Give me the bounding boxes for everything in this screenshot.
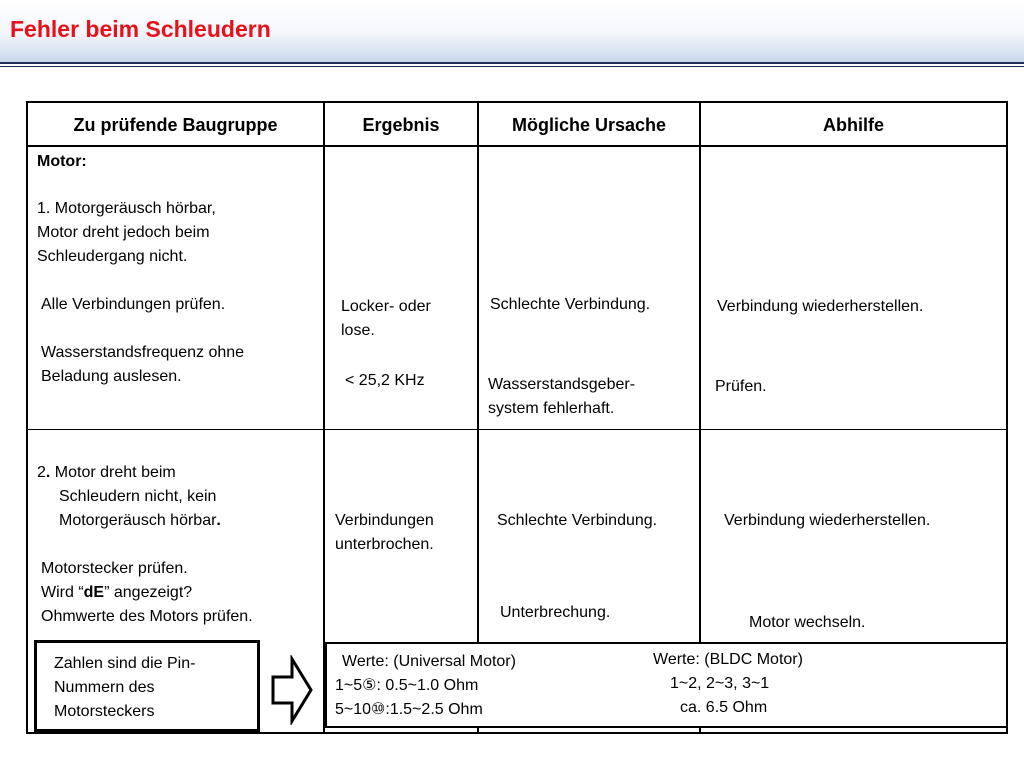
arrow-right-icon	[270, 655, 314, 725]
row1-check-water-level: Wasserstandsfrequenz ohne	[41, 344, 245, 361]
error-code: dE	[83, 584, 105, 601]
column-header-ergebnis: Ergebnis	[362, 115, 440, 135]
header-rule	[0, 62, 1024, 64]
row1-cause-sensor: system fehlerhaft.	[488, 400, 615, 417]
row2-fix-reconnect: Verbindung wiederherstellen.	[724, 512, 931, 529]
table-border-bottom	[26, 732, 1008, 734]
row1-result-loose: lose.	[341, 322, 375, 339]
row2-result-interrupted: unterbrochen.	[335, 536, 434, 553]
row-divider	[26, 429, 1008, 430]
row2-symptom-dot: .	[45, 464, 51, 481]
column-header-baugruppe: Zu prüfende Baugruppe	[73, 115, 278, 135]
row2-fix-replace-motor: Motor wechseln.	[749, 614, 866, 631]
bldc-motor-title: Werte: (BLDC Motor)	[653, 651, 803, 668]
column-divider	[323, 101, 325, 734]
universal-motor-value: 1~5⑤: 0.5~1.0 Ohm	[335, 677, 479, 694]
table-border-top	[26, 101, 1008, 103]
row1-fix-reconnect: Verbindung wiederherstellen.	[717, 298, 924, 315]
row1-symptom-line: 1. Motorgeräusch hörbar,	[37, 200, 216, 217]
row2-cause-connection: Schlechte Verbindung.	[497, 512, 658, 529]
row2-symptom-line	[59, 509, 221, 533]
row2-check-plug: Motorstecker prüfen.	[41, 560, 188, 577]
column-header-abhilfe: Abhilfe	[823, 115, 884, 135]
pin-note-line: Zahlen sind die Pin-	[54, 655, 196, 672]
row2-check-text: ” angezeigt?	[104, 584, 193, 601]
pin-note-line: Nummern des	[54, 679, 155, 696]
row1-result-frequency: < 25,2 KHz	[345, 372, 425, 389]
column-divider	[477, 101, 479, 734]
row1-result-loose: Locker- oder	[341, 298, 431, 315]
universal-motor-title: Werte: (Universal Motor)	[342, 653, 516, 670]
row1-fix-check: Prüfen.	[715, 378, 767, 395]
row2-symptom-line: Schleudern nicht, kein	[59, 488, 217, 505]
table-border-left	[26, 101, 28, 734]
pin-note-line: Motorsteckers	[54, 703, 155, 720]
row1-check-water-level: Beladung auslesen.	[41, 368, 182, 385]
row2-symptom-line	[37, 461, 176, 485]
row2-symptom-end-dot: .	[216, 512, 221, 529]
row1-symptom-line: Motor dreht jedoch beim	[37, 224, 210, 241]
row2-symptom-text: Motor dreht beim	[50, 464, 176, 481]
row1-symptom-line: Schleudergang nicht.	[37, 248, 188, 265]
universal-motor-value: 5~10⑩:1.5~2.5 Ohm	[335, 701, 483, 718]
row2-symptom-number: 2	[37, 464, 46, 481]
header-row-divider	[26, 145, 1008, 147]
bldc-motor-value: ca. 6.5 Ohm	[680, 699, 768, 716]
row2-check-resistance: Ohmwerte des Motors prüfen.	[41, 608, 253, 625]
column-header-ursache: Mögliche Ursache	[511, 115, 667, 135]
row2-cause-interruption: Unterbrechung.	[500, 604, 611, 621]
row1-cause-sensor: Wasserstandsgeber-	[488, 376, 636, 393]
row2-check-text: Wird “	[41, 584, 84, 601]
header-rule-thin	[0, 66, 1024, 67]
row1-cause-connection: Schlechte Verbindung.	[490, 296, 651, 313]
row1-check-connections: Alle Verbindungen prüfen.	[41, 296, 226, 313]
row2-check-error-code	[41, 581, 192, 605]
row2-result-interrupted: Verbindungen	[335, 512, 434, 529]
bldc-motor-value: 1~2, 2~3, 3~1	[670, 675, 770, 692]
table-border-right	[1006, 101, 1008, 734]
row1-motor-heading: Motor:	[37, 153, 87, 170]
column-divider	[699, 101, 701, 734]
row2-symptom-text: Motorgeräusch hörbar	[59, 512, 217, 529]
slide-title: Fehler beim Schleudern	[10, 16, 271, 42]
